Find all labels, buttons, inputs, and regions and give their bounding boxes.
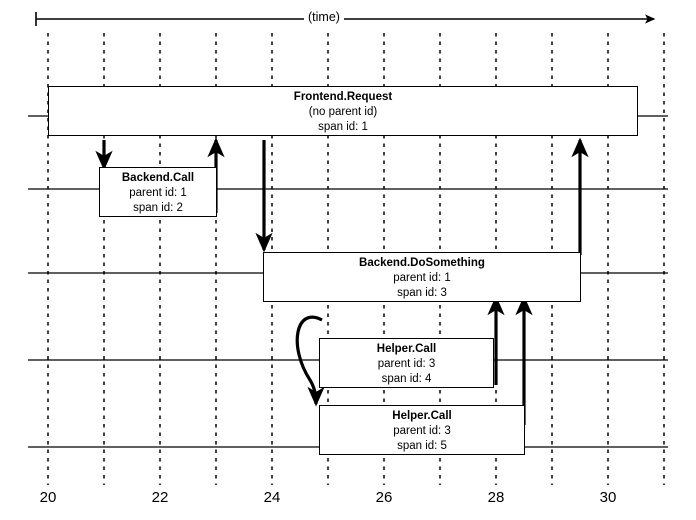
span-id: span id: 1 — [318, 121, 368, 133]
span-parent: parent id: 1 — [393, 272, 451, 284]
axis-caption: (time) — [304, 10, 344, 24]
span-parent: parent id: 3 — [377, 358, 436, 370]
span-id: span id: 3 — [397, 287, 447, 299]
span-title: Helper.Call — [392, 410, 452, 422]
span-parent: (no parent id) — [308, 106, 378, 118]
span-box[interactable] — [319, 405, 525, 455]
span-box[interactable] — [48, 86, 638, 136]
axis-tick-label: 20 — [39, 489, 57, 506]
span-id: span id: 5 — [397, 440, 447, 452]
span-box[interactable] — [99, 167, 217, 217]
span-parent: parent id: 1 — [129, 187, 187, 199]
axis-tick-label: 30 — [599, 489, 617, 506]
span-id: span id: 2 — [133, 202, 183, 214]
span-title: Backend.DoSomething — [359, 257, 485, 269]
axis-tick-label: 24 — [263, 489, 281, 506]
span-title: Frontend.Request — [293, 91, 393, 103]
span-title: Backend.Call — [121, 172, 195, 184]
axis-tick-label: 26 — [375, 489, 393, 506]
span-title: Helper.Call — [376, 343, 437, 355]
axis-tick-label: 28 — [487, 489, 505, 506]
time-axis — [36, 12, 654, 26]
span-box[interactable] — [319, 338, 494, 388]
axis-tick-label: 22 — [151, 489, 169, 506]
span-box[interactable] — [263, 252, 581, 302]
span-id: span id: 4 — [381, 373, 432, 385]
span-parent: parent id: 3 — [393, 425, 451, 437]
